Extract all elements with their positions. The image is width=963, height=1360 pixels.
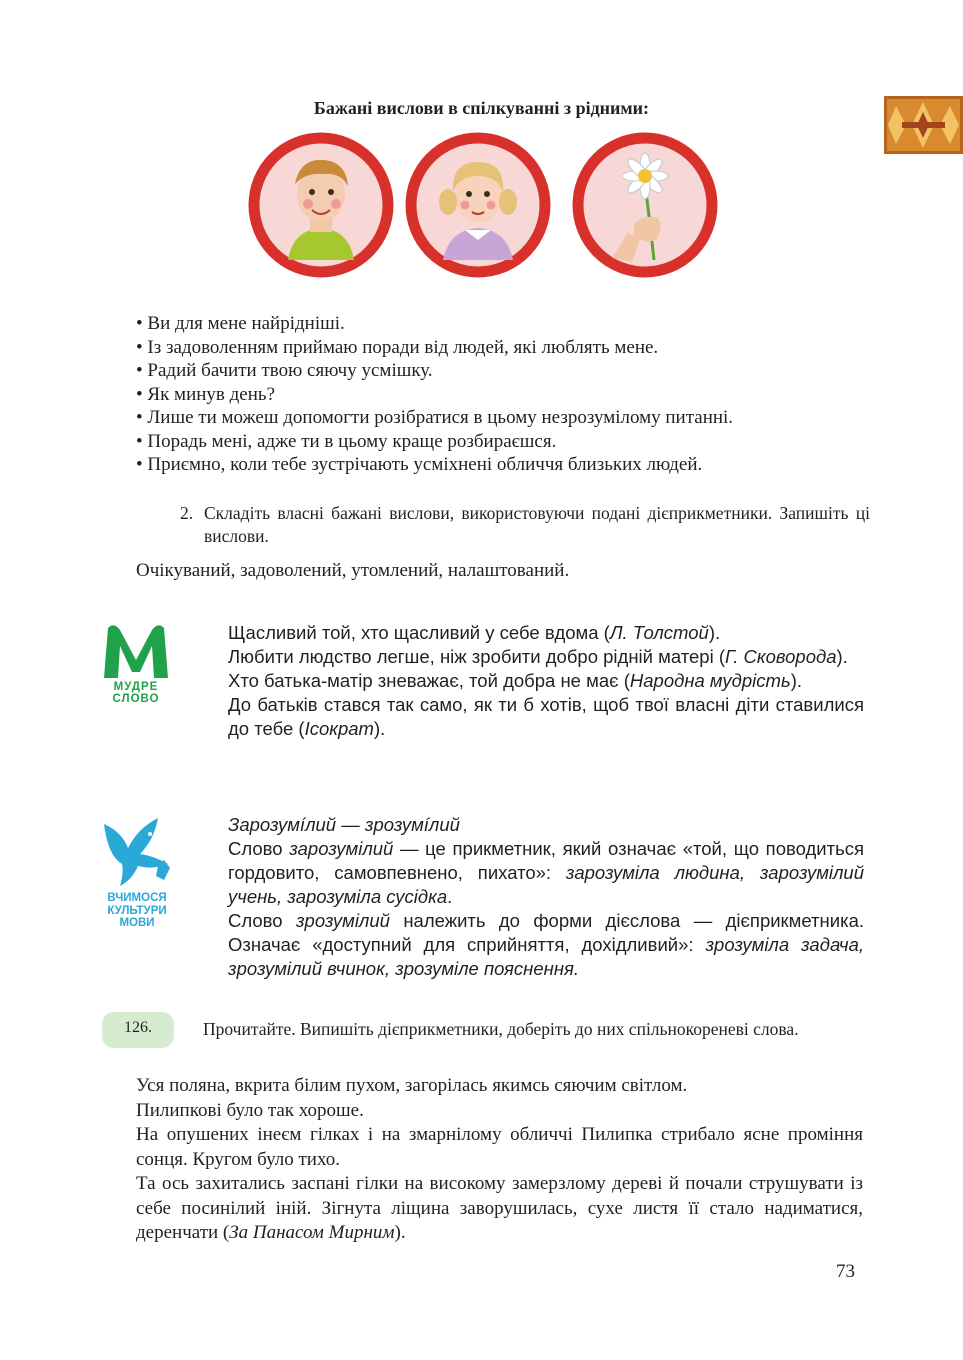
exercise-text bbox=[136, 1074, 863, 1246]
wise-word-logo-icon bbox=[100, 620, 172, 680]
task-2 bbox=[180, 502, 870, 548]
girl-illustration bbox=[405, 132, 551, 278]
culture-paragraph: Слово зарозумілий — це прикметник, який означає «той, що поводиться гордовито, самовпевнено, пихато»: зарозуміла людина, зарозумілий учень, зарозуміла сусідка. bbox=[228, 838, 864, 907]
culture-logo-text: ВЧИМОСЯ КУЛЬТУРИ МОВИ bbox=[107, 892, 167, 929]
wise-word-logo-text: МУДРЕ СЛОВО bbox=[112, 681, 160, 705]
list-item: • Як минув день? bbox=[136, 383, 876, 407]
list-item: • Порадь мені, адже ти в цьому краще розбираєшся. bbox=[136, 430, 876, 454]
task-text: Складіть власні бажані вислови, використовуючи подані дієприкметники. Запишіть ці вислови. bbox=[204, 503, 870, 546]
culture-title: Зарозумíлий — зрозумíлий bbox=[228, 814, 460, 835]
exercise-instruction: Прочитайте. Випишіть дієприкметники, доберіть до них спільнокореневі слова. bbox=[203, 1019, 799, 1039]
list-item: • Лише ти можеш допомогти розібратися в цьому незрозумілому питанні. bbox=[136, 406, 876, 430]
phrase-list bbox=[136, 312, 876, 477]
ornament-tab bbox=[884, 96, 963, 154]
section-heading: Бажані вислови в спілкуванні з рідними: bbox=[313, 98, 650, 118]
prose-paragraph: Та ось захитались заспані гілки на високому замерзлому дереві й почали струшувати із себе посинілий іній. Зігнута ліщина заворушилась, сухе листя її стало надиматися, деренчати (За Панасом Мирним). bbox=[136, 1173, 863, 1243]
quote: До батьків стався так само, як ти б хотів, щоб твої власні діти ставилися до тебе (Ісократ). bbox=[228, 694, 864, 739]
list-item: • Приємно, коли тебе зустрічають усміхнені обличчя близьких людей. bbox=[136, 453, 876, 477]
list-item: • Із задоволенням приймаю поради від людей, які люблять мене. bbox=[136, 336, 876, 360]
culture-note bbox=[228, 813, 864, 981]
prose-paragraph: Пилипкові було так хороше. bbox=[136, 1099, 364, 1121]
quote: Любити людство легше, ніж зробити добро рідній матері (Г. Сковорода). bbox=[228, 646, 848, 667]
wise-word-quotes bbox=[228, 621, 864, 741]
list-item: • Радий бачити твою сяючу усмішку. bbox=[136, 359, 876, 383]
prose-paragraph: Уся поляна, вкрита білим пухом, загорілась якимсь сяючим світлом. bbox=[136, 1075, 688, 1096]
culture-paragraph: Слово зрозумілий належить до форми дієслова — дієприкметника. Означає «доступний для сприйняття, дохідливий»: зрозуміла задача, зрозумілий вчинок, зрозуміле пояснення. bbox=[228, 910, 865, 979]
daisy-illustration bbox=[572, 132, 718, 278]
page-number: 73 bbox=[836, 1261, 855, 1282]
participle-list: Очікуваний, задоволений, утомлений, налаштований. bbox=[136, 560, 570, 581]
exercise-number-badge: 126. bbox=[102, 1012, 174, 1048]
list-item: • Ви для мене найрідніші. bbox=[136, 312, 876, 336]
quote: Щасливий той, хто щасливий у себе вдома (Л. Толстой). bbox=[228, 622, 721, 643]
task-number: 2. bbox=[180, 503, 194, 523]
prose-paragraph: На опушених інеєм гілках і на змарнілому обличчі Пилипка стрибало ясне проміння сонця. Кругом було тихо. bbox=[136, 1124, 863, 1170]
bird-logo-icon bbox=[98, 814, 176, 888]
quote: Хто батька-матір зневажає, той добра не має (Народна мудрість). bbox=[228, 670, 802, 691]
boy-illustration bbox=[248, 132, 394, 278]
